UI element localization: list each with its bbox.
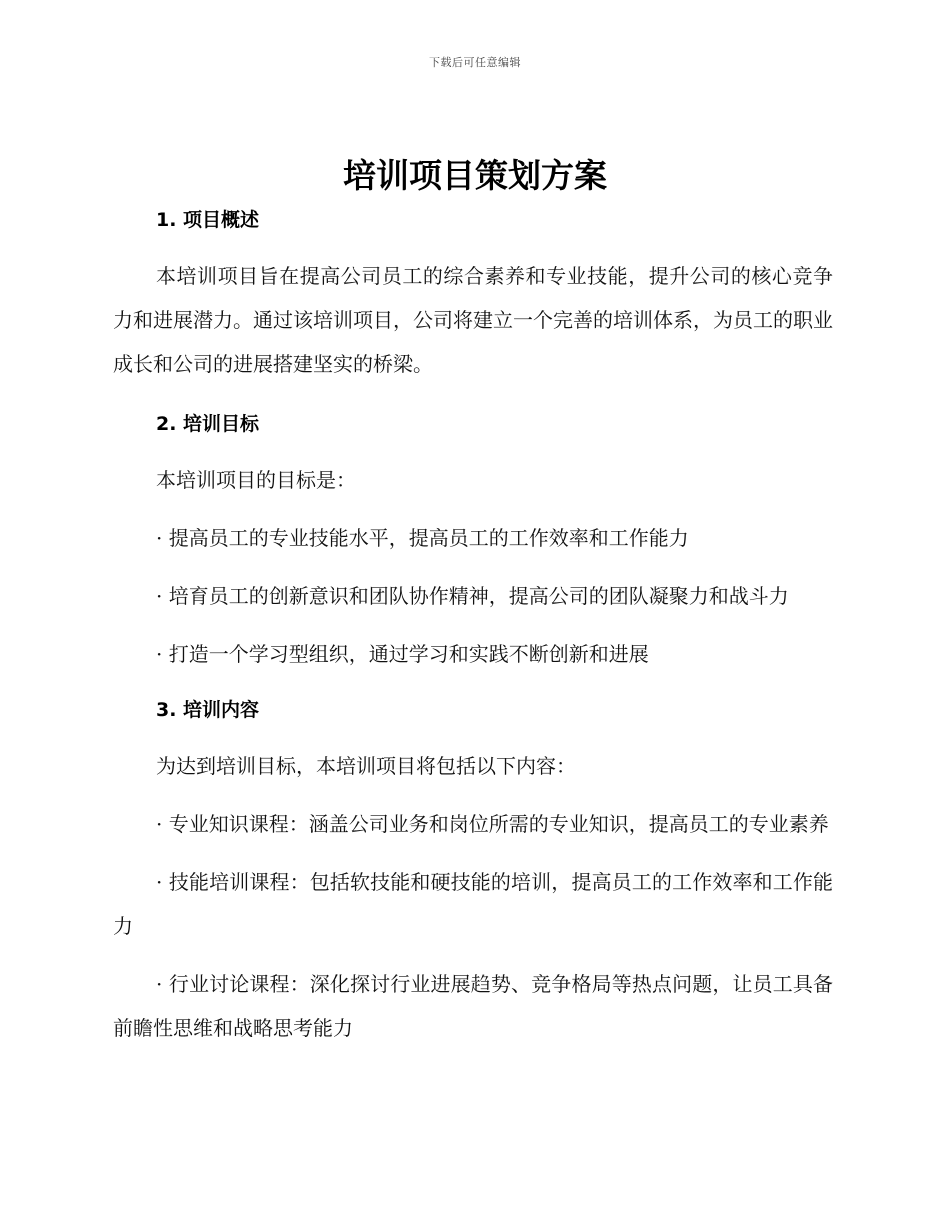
document-title: 培训项目策划方案 [343,156,607,195]
header-note: 下载后可任意编辑 [429,56,521,69]
document-body [113,200,833,1050]
content-item: · 行业讨论课程：深化探讨行业进展趋势、竞争格局等热点问题，让员工具备前瞻性思维和战略思考能力 [113,972,833,1040]
section-heading-content: 3. 培训内容 [156,699,260,721]
goal-item: · 培育员工的创新意识和团队协作精神，提高公司的团队凝聚力和战斗力 [156,584,789,608]
section-heading-goals: 2. 培训目标 [156,413,260,435]
section-heading-overview: 1. 项目概述 [156,209,260,231]
content-item: · 技能培训课程：包括软技能和硬技能的培训，提高员工的工作效率和工作能力 [113,870,833,938]
content-item: · 专业知识课程：涵盖公司业务和岗位所需的专业知识，提高员工的专业素养 [156,812,829,836]
goals-intro: 本培训项目的目标是： [156,468,356,492]
goal-item: · 打造一个学习型组织，通过学习和实践不断创新和进展 [156,642,649,666]
content-intro: 为达到培训目标，本培训项目将包括以下内容： [156,754,576,778]
overview-paragraph: 本培训项目旨在提高公司员工的综合素养和专业技能，提升公司的核心竞争力和进展潜力。通过该培训项目，公司将建立一个完善的培训体系，为员工的职业成长和公司的进展搭建坚实的桥梁。 [113,264,833,376]
goal-item: · 提高员工的专业技能水平，提高员工的工作效率和工作能力 [156,526,689,550]
